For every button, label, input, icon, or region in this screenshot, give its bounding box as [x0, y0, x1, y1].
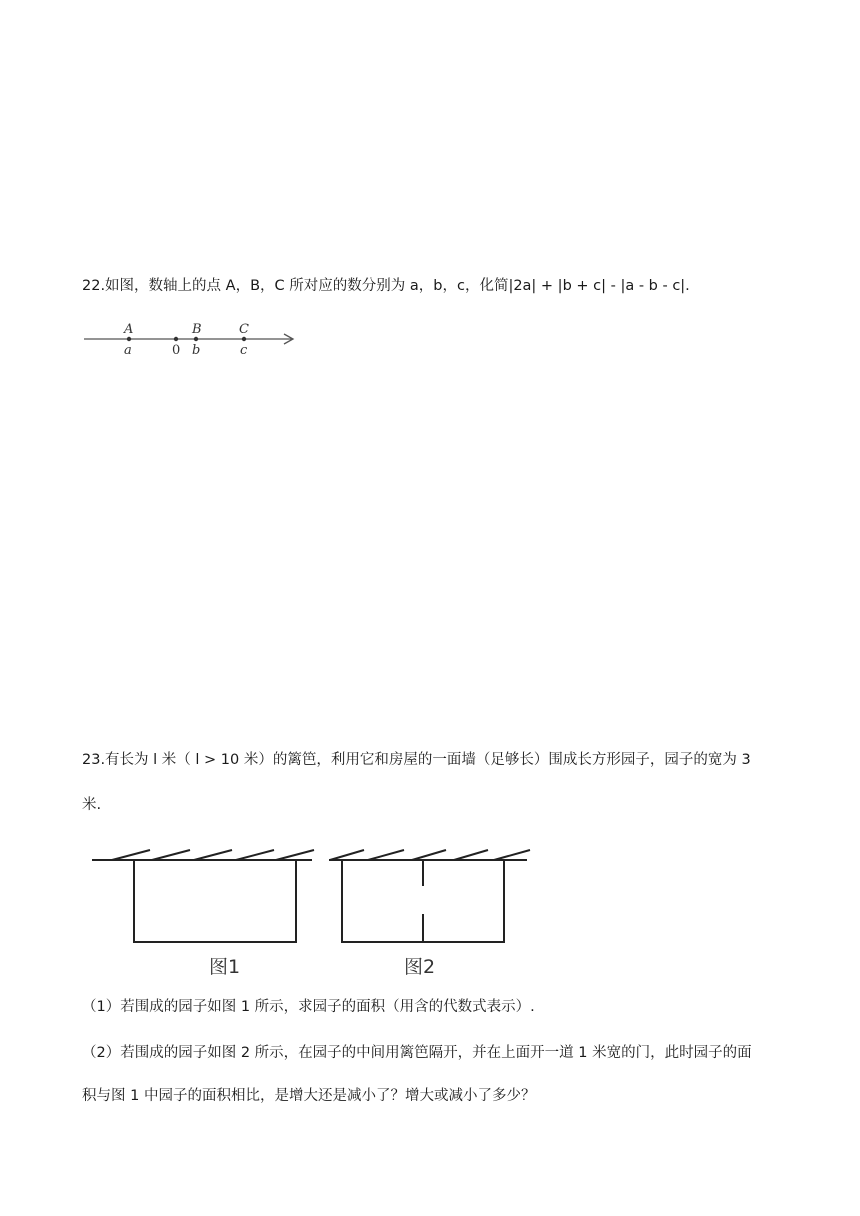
figure-1-fence — [134, 860, 296, 942]
point-b-upper-label: B — [192, 322, 202, 337]
question-23-part2-line2: 积与图 1 中园子的面积相比，是增大还是减小了？增大或减小了多少？ — [82, 1088, 536, 1104]
point-a-lower-label: a — [124, 343, 132, 358]
point-0-lower-label: 0 — [172, 343, 181, 358]
question-23-line1: 23.有长为 l 米（ l > 10 米）的篱笆，利用它和房屋的一面墙（足够长）围成长方形园子，园子的宽为 3 — [82, 752, 751, 768]
question-23-line2: 米. — [82, 797, 102, 813]
figure-2-label: 图2 — [404, 956, 436, 978]
question-23-part2-line1: （2）若围成的园子如图 2 所示，在园子的中间用篱笆隔开，并在上面开一道 1 米宽的门，此时园子的面 — [82, 1045, 752, 1061]
point-c-lower-label: c — [240, 343, 248, 358]
question-22-text: 22.如图，数轴上的点 A，B，C 所对应的数分别为 a，b，c，化简|2a| + |b + c| - |a - b - c|. — [82, 278, 690, 294]
figure-2-wall — [329, 850, 530, 860]
figure-1-wall — [92, 850, 314, 860]
point-b-lower-label: b — [192, 343, 201, 358]
question-23-part1: （1）若围成的园子如图 1 所示，求园子的面积（用含的代数式表示）. — [82, 999, 535, 1015]
figure-1-label: 图1 — [209, 956, 241, 978]
point-a-upper-label: A — [124, 322, 134, 337]
point-c-upper-label: C — [239, 322, 249, 337]
